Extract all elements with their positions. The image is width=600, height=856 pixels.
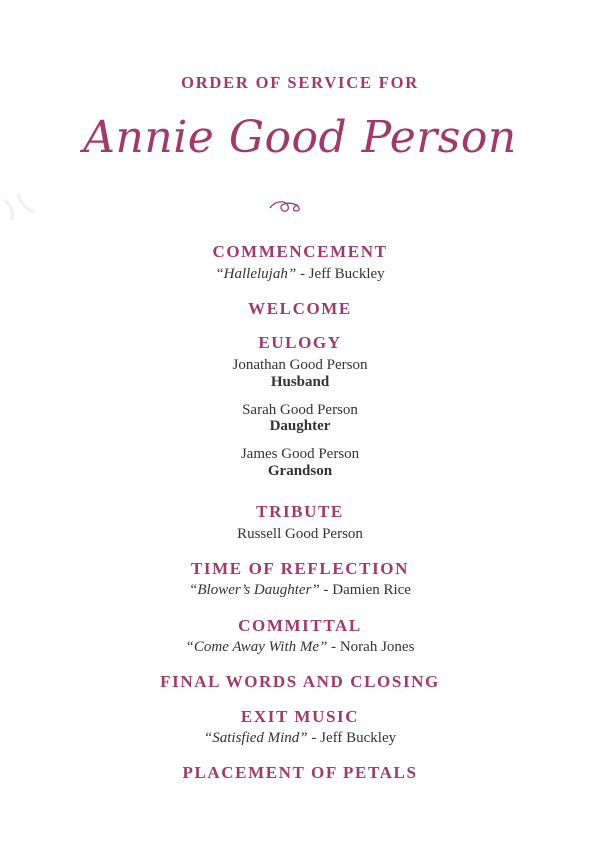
reflection-music: [0, 582, 600, 599]
commencement-music: [0, 266, 600, 283]
committal-music: [0, 639, 600, 656]
document-title: ORDER OF SERVICE FOR: [181, 73, 419, 92]
eulogy-speaker-name: Sarah Good Person: [242, 402, 358, 418]
reflection-song: “Blower’s Daughter”: [189, 582, 320, 598]
exit-music-heading: EXIT MUSIC: [240, 707, 360, 726]
welcome-heading: WELCOME: [248, 299, 352, 318]
petals-heading: PLACEMENT OF PETALS: [182, 763, 418, 782]
exit-artist: - Jeff Buckley: [307, 730, 397, 746]
commencement-song: “Hallelujah”: [215, 266, 297, 282]
eulogy-speaker-relation: Daughter: [269, 418, 331, 434]
reflection-artist: - Damien Rice: [319, 582, 411, 598]
eulogy-speaker-name: James Good Person: [240, 446, 360, 462]
eulogy-speaker-name: Jonathan Good Person: [232, 357, 368, 373]
commencement-heading: COMMENCEMENT: [212, 242, 388, 261]
reflection-heading: TIME OF REFLECTION: [190, 559, 410, 578]
commencement-artist: - Jeff Buckley: [296, 266, 385, 282]
exit-song: “Satisfied Mind”: [203, 730, 308, 746]
eulogy-heading: EULOGY: [258, 333, 342, 352]
swirl-ornament-icon: [268, 196, 304, 216]
deceased-name: Annie Good Person: [83, 112, 517, 163]
committal-artist: - Norah Jones: [327, 639, 415, 655]
exit-music: [0, 730, 600, 747]
faded-corner-decoration-icon: [0, 190, 40, 230]
tribute-heading: TRIBUTE: [256, 502, 344, 521]
committal-song: “Come Away With Me”: [185, 639, 328, 655]
eulogy-speaker-relation: Grandson: [267, 463, 333, 479]
eulogy-speaker-relation: Husband: [270, 374, 330, 390]
final-words-heading: FINAL WORDS AND CLOSING: [160, 672, 440, 691]
committal-heading: COMMITTAL: [238, 616, 362, 635]
tribute-speaker: Russell Good Person: [237, 526, 363, 542]
